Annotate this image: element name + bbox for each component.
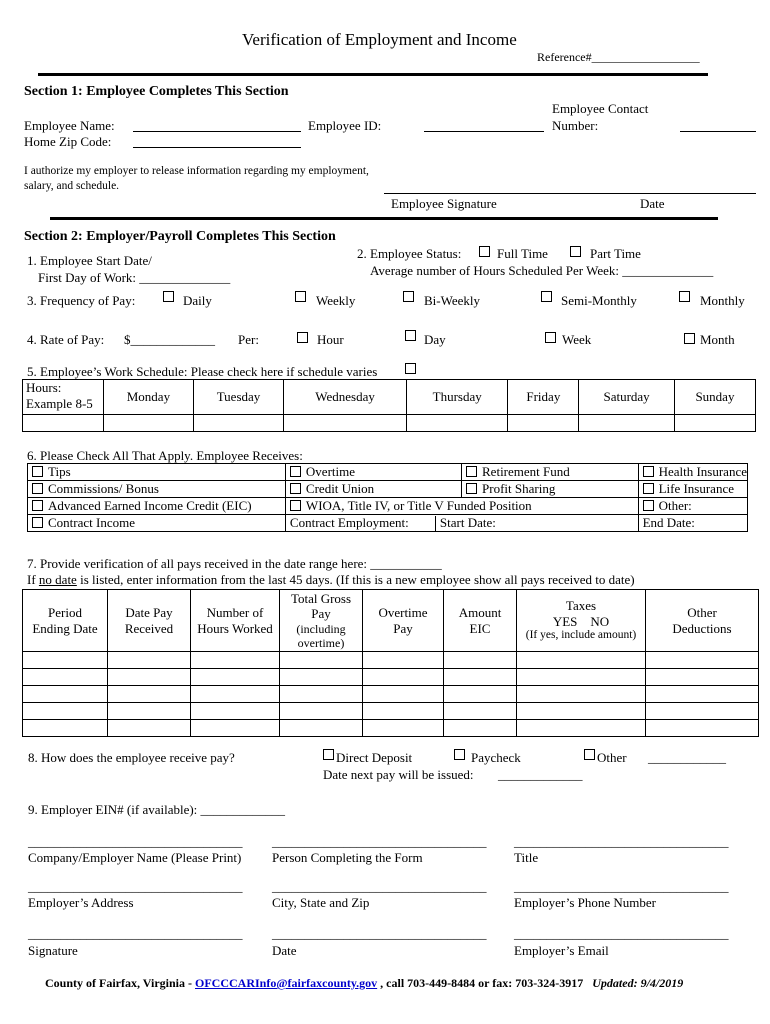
pay-cell[interactable]: [646, 703, 759, 720]
pay-cell[interactable]: [280, 686, 363, 703]
header-other-deductions: [646, 590, 759, 652]
header-hours: [191, 590, 280, 652]
company-name-label: Company/Employer Name (Please Print): [28, 850, 242, 865]
next-pay-field[interactable]: _____________: [498, 767, 583, 782]
end-date-field[interactable]: End Date:: [638, 515, 747, 532]
pay-cell[interactable]: [23, 652, 108, 669]
pay-cell[interactable]: [191, 686, 280, 703]
pay-cell[interactable]: [646, 686, 759, 703]
pay-cell[interactable]: [363, 686, 444, 703]
pay-cell[interactable]: [444, 652, 517, 669]
person-completing-line[interactable]: _________________________________: [272, 834, 487, 849]
header-gross-line4: overtime): [297, 636, 345, 651]
signature-date-label: Date: [640, 196, 665, 211]
pay-cell[interactable]: [23, 669, 108, 686]
apply-cell-health: [638, 464, 747, 481]
form-title: Verification of Employment and Income: [242, 30, 517, 49]
pay-row: [23, 720, 759, 737]
pay-cell[interactable]: [646, 652, 759, 669]
apply-cell-eic: [28, 498, 286, 515]
employee-id-field[interactable]: [424, 131, 544, 132]
no-date-emphasis: no date: [38, 572, 77, 587]
header-eic-line1: Amount: [458, 604, 502, 620]
apply-label: 6. Please Check All That Apply. Employee Receives:: [27, 448, 303, 463]
pay-cell[interactable]: [363, 669, 444, 686]
schedule-hours-header: [23, 380, 104, 415]
profit-sharing-label: Profit Sharing: [482, 481, 556, 496]
header-period-line1: Period: [48, 604, 82, 620]
signature-label: Employee Signature: [391, 196, 497, 211]
monthly-checkbox[interactable]: [679, 291, 690, 302]
header-hours-line2: Hours Worked: [197, 620, 273, 636]
health-checkbox[interactable]: [643, 466, 654, 477]
apply-cell-commissions: [28, 481, 286, 498]
hour-label: Hour: [317, 332, 344, 347]
header-divider: [38, 73, 708, 76]
pay-cell[interactable]: [363, 703, 444, 720]
pay-cell[interactable]: [191, 652, 280, 669]
full-time-checkbox[interactable]: [479, 246, 490, 257]
direct-deposit-checkbox[interactable]: [323, 749, 334, 760]
semimonthly-label: Semi-Monthly: [561, 293, 637, 308]
header-taxes-yes-no: YES NO: [552, 613, 610, 629]
profit-sharing-checkbox[interactable]: [466, 483, 477, 494]
ein-field[interactable]: 9. Employer EIN# (if available): _____________: [28, 802, 286, 817]
employer-signature-label: Signature: [28, 943, 78, 958]
header-hours-line1: Number of: [206, 604, 264, 620]
footer: [45, 977, 683, 989]
home-zip-label: Home Zip Code:: [24, 134, 112, 149]
header-taxes: [517, 590, 646, 652]
daily-checkbox[interactable]: [163, 291, 174, 302]
person-completing-label: Person Completing the Form: [272, 850, 423, 865]
wioa-checkbox[interactable]: [290, 500, 301, 511]
header-overtime: [363, 590, 444, 652]
paycheck-label: Paycheck: [471, 750, 521, 765]
weekly-checkbox[interactable]: [295, 291, 306, 302]
frequency-label: 3. Frequency of Pay:: [27, 293, 136, 308]
header-period: [23, 590, 108, 652]
overtime-label: Overtime: [305, 464, 356, 479]
apply-cell-life: [638, 481, 747, 498]
direct-deposit-label: Direct Deposit: [336, 750, 413, 765]
company-name-line[interactable]: _________________________________: [28, 834, 243, 849]
week-label: Week: [562, 332, 592, 347]
header-gross: [280, 590, 363, 652]
retirement-checkbox[interactable]: [466, 466, 477, 477]
month-label: Month: [700, 332, 735, 347]
signature-line[interactable]: _________________________________: [28, 926, 243, 941]
credit-union-label: Credit Union: [305, 481, 375, 496]
paycheck-checkbox[interactable]: [454, 749, 465, 760]
first-day-field[interactable]: First Day of Work: ______________: [38, 270, 231, 285]
pay-cell[interactable]: [191, 669, 280, 686]
header-gross-line3: (including: [296, 621, 346, 636]
employer-email-label: Employer’s Email: [514, 943, 609, 958]
pay-cell[interactable]: [280, 669, 363, 686]
biweekly-checkbox[interactable]: [403, 291, 414, 302]
pay-cell[interactable]: [363, 720, 444, 737]
header-date-pay-line2: Received: [124, 620, 174, 636]
pay-cell[interactable]: [517, 686, 646, 703]
part-time-label: Part Time: [590, 246, 641, 261]
pay-cell[interactable]: [108, 720, 191, 737]
eic-checkbox[interactable]: [32, 500, 43, 511]
wioa-label: WIOA, Title IV, or Title V Funded Position: [305, 498, 532, 513]
apply-cell-contract-income: [28, 515, 286, 532]
pay-cell[interactable]: [517, 669, 646, 686]
header-other-line2: Deductions: [672, 620, 732, 636]
pay-cell[interactable]: [280, 703, 363, 720]
header-eic: [444, 590, 517, 652]
pay-cell[interactable]: [191, 720, 280, 737]
rate-field[interactable]: $_____________: [124, 332, 215, 347]
section-divider: [50, 217, 718, 220]
header-other-line1: Other: [687, 604, 717, 620]
employee-signature-field[interactable]: [384, 193, 756, 194]
day-header-tuesday: Tuesday: [193, 380, 283, 415]
rate-label: 4. Rate of Pay:: [27, 332, 105, 347]
pays-instruction: 7. Provide verification of all pays received in the date range here: ___________: [27, 556, 442, 571]
part-time-checkbox[interactable]: [570, 246, 581, 257]
pay-cell[interactable]: [363, 652, 444, 669]
other-pay-field[interactable]: ____________: [648, 750, 726, 765]
header-gross-line1: Total Gross: [290, 590, 352, 606]
receive-pay-label: 8. How does the employee receive pay?: [28, 750, 235, 765]
apply-cell-profit-sharing: [462, 481, 639, 498]
life-checkbox[interactable]: [643, 483, 654, 494]
pay-cell[interactable]: [23, 720, 108, 737]
header-eic-line2: EIC: [469, 620, 491, 636]
week-checkbox[interactable]: [545, 332, 556, 343]
header-taxes-line1: Taxes: [565, 598, 597, 613]
schedule-hours-cell[interactable]: [23, 415, 104, 432]
pay-row: [23, 686, 759, 703]
pay-cell[interactable]: [444, 720, 517, 737]
employer-address-label: Employer’s Address: [28, 895, 134, 910]
schedule-cell[interactable]: [406, 415, 508, 432]
pay-cell[interactable]: [108, 686, 191, 703]
footer-email-link[interactable]: OFCCCARInfo@fairfaxcounty.gov: [195, 976, 378, 990]
pay-cell[interactable]: [108, 652, 191, 669]
full-time-label: Full Time: [497, 246, 548, 261]
day-header-thursday: Thursday: [406, 380, 508, 415]
apply-cell-overtime: [285, 464, 461, 481]
biweekly-label: Bi-Weekly: [424, 293, 480, 308]
pays-detail-text: If no date is listed, enter information from the last 45 days. (If this is a new employee show all pays received to date): [27, 572, 635, 587]
health-label: Health Insurance: [658, 464, 747, 479]
apply-cell-tips: [28, 464, 286, 481]
pay-cell[interactable]: [646, 669, 759, 686]
tips-label: Tips: [48, 464, 71, 479]
pay-cell[interactable]: [280, 720, 363, 737]
month-checkbox[interactable]: [684, 333, 695, 344]
city-state-zip-label: City, State and Zip: [272, 895, 370, 910]
start-date-label: 1. Employee Start Date/: [27, 253, 152, 268]
title-line[interactable]: _________________________________: [514, 834, 729, 849]
pay-cell[interactable]: [444, 669, 517, 686]
daily-label: Daily: [183, 293, 212, 308]
commissions-checkbox[interactable]: [32, 483, 43, 494]
contact-number-label: Number:: [552, 118, 599, 133]
schedule-cell[interactable]: [104, 415, 194, 432]
header-overtime-line2: Pay: [393, 620, 413, 636]
other-pay-label: Other: [597, 750, 627, 765]
employee-name-field[interactable]: [133, 131, 301, 132]
footer-updated: Updated: 9/4/2019: [592, 976, 684, 990]
header-gross-line2: Pay: [311, 606, 331, 622]
eic-label: Advanced Earned Income Credit (EIC): [48, 498, 252, 513]
receives-table: [27, 463, 748, 532]
employer-phone-line[interactable]: _________________________________: [514, 879, 729, 894]
header-overtime-line1: Overtime: [378, 604, 428, 620]
status-label: 2. Employee Status:: [357, 246, 462, 261]
commissions-label: Commissions/ Bonus: [48, 481, 159, 496]
monthly-label: Monthly: [700, 293, 745, 308]
pay-cell[interactable]: [517, 703, 646, 720]
pay-cell[interactable]: [191, 703, 280, 720]
credit-union-checkbox[interactable]: [290, 483, 301, 494]
employer-address-line[interactable]: _________________________________: [28, 879, 243, 894]
next-pay-label: Date next pay will be issued:: [323, 767, 474, 782]
pay-row: [23, 703, 759, 720]
schedule-cell[interactable]: [508, 415, 579, 432]
contact-label: Employee Contact: [552, 101, 649, 116]
employer-email-line[interactable]: _________________________________: [514, 926, 729, 941]
other-pay-checkbox[interactable]: [584, 749, 595, 760]
avg-hours-field[interactable]: Average number of Hours Scheduled Per Week: ______________: [370, 263, 714, 278]
day-label: Day: [424, 332, 446, 347]
apply-cell-other: [638, 498, 747, 515]
section2-heading: Section 2: Employer/Payroll Completes This Section: [24, 229, 336, 244]
pay-row: [23, 652, 759, 669]
contract-income-label: Contract Income: [48, 515, 135, 530]
reference-field[interactable]: Reference#__________________: [537, 50, 700, 64]
section1-heading: Section 1: Employee Completes This Section: [24, 84, 289, 99]
apply-cell-wioa: [285, 498, 638, 515]
home-zip-field[interactable]: [133, 147, 301, 148]
schedule-hours-example: Example 8-5: [26, 395, 93, 411]
footer-contact: , call 703-449-8484 or fax: 703-324-3917: [377, 976, 584, 990]
pay-cell[interactable]: [280, 652, 363, 669]
weekly-label: Weekly: [316, 293, 356, 308]
pay-cell[interactable]: [646, 720, 759, 737]
schedule-table: [22, 379, 756, 432]
pay-cell[interactable]: [108, 703, 191, 720]
footer-prefix: County of Fairfax, Virginia -: [45, 976, 195, 990]
apply-cell-retirement: [462, 464, 639, 481]
pays-instruction-detail: [27, 573, 635, 586]
schedule-varies-checkbox[interactable]: [405, 363, 416, 374]
header-period-line2: Ending Date: [32, 620, 98, 636]
pay-cell[interactable]: [517, 652, 646, 669]
pay-cell[interactable]: [517, 720, 646, 737]
city-state-zip-line[interactable]: _________________________________: [272, 879, 487, 894]
schedule-cell[interactable]: [674, 415, 755, 432]
schedule-hours-label: Hours:: [26, 380, 62, 395]
pay-cell[interactable]: [23, 686, 108, 703]
pay-cell[interactable]: [444, 703, 517, 720]
schedule-label: 5. Employee’s Work Schedule: Please check here if schedule varies: [27, 364, 378, 379]
start-date-label-contract[interactable]: Start Date:: [439, 515, 496, 530]
day-header-sunday: Sunday: [674, 380, 755, 415]
authorize-text: I authorize my employer to release information regarding my employment,: [24, 165, 369, 177]
title-label: Title: [514, 850, 539, 865]
retirement-label: Retirement Fund: [482, 464, 570, 479]
authorize-text-cont: salary, and schedule.: [24, 180, 120, 192]
schedule-cell[interactable]: [579, 415, 675, 432]
pay-row: [23, 669, 759, 686]
employee-id-label: Employee ID:: [308, 118, 382, 133]
header-taxes-note: (If yes, include amount): [525, 629, 637, 642]
schedule-cell[interactable]: [284, 415, 407, 432]
employee-name-label: Employee Name:: [24, 118, 115, 133]
life-label: Life Insurance: [658, 481, 734, 496]
apply-cell-contract-employment[interactable]: [285, 515, 638, 532]
semimonthly-checkbox[interactable]: [541, 291, 552, 302]
day-header-friday: Friday: [508, 380, 579, 415]
pay-cell[interactable]: [444, 686, 517, 703]
tips-checkbox[interactable]: [32, 466, 43, 477]
employer-phone-label: Employer’s Phone Number: [514, 895, 657, 910]
apply-cell-credit-union: [285, 481, 461, 498]
other-label: Other:: [658, 498, 692, 513]
hour-checkbox[interactable]: [297, 332, 308, 343]
header-date-pay-line1: Date Pay: [125, 604, 173, 620]
date-line[interactable]: _________________________________: [272, 926, 487, 941]
overtime-checkbox[interactable]: [290, 466, 301, 477]
header-date-pay: [108, 590, 191, 652]
pays-table: [22, 589, 759, 737]
pay-cell[interactable]: [108, 669, 191, 686]
contract-employment-label: Contract Employment:: [286, 516, 436, 531]
day-header-monday: Monday: [104, 380, 194, 415]
contact-number-field[interactable]: [680, 131, 756, 132]
schedule-cell[interactable]: [193, 415, 283, 432]
contract-income-checkbox[interactable]: [32, 517, 43, 528]
day-header-saturday: Saturday: [579, 380, 675, 415]
day-header-wednesday: Wednesday: [284, 380, 407, 415]
per-label: Per:: [238, 332, 259, 347]
employer-date-label: Date: [272, 943, 297, 958]
other-checkbox[interactable]: [643, 500, 654, 511]
day-checkbox[interactable]: [405, 330, 416, 341]
pay-cell[interactable]: [23, 703, 108, 720]
